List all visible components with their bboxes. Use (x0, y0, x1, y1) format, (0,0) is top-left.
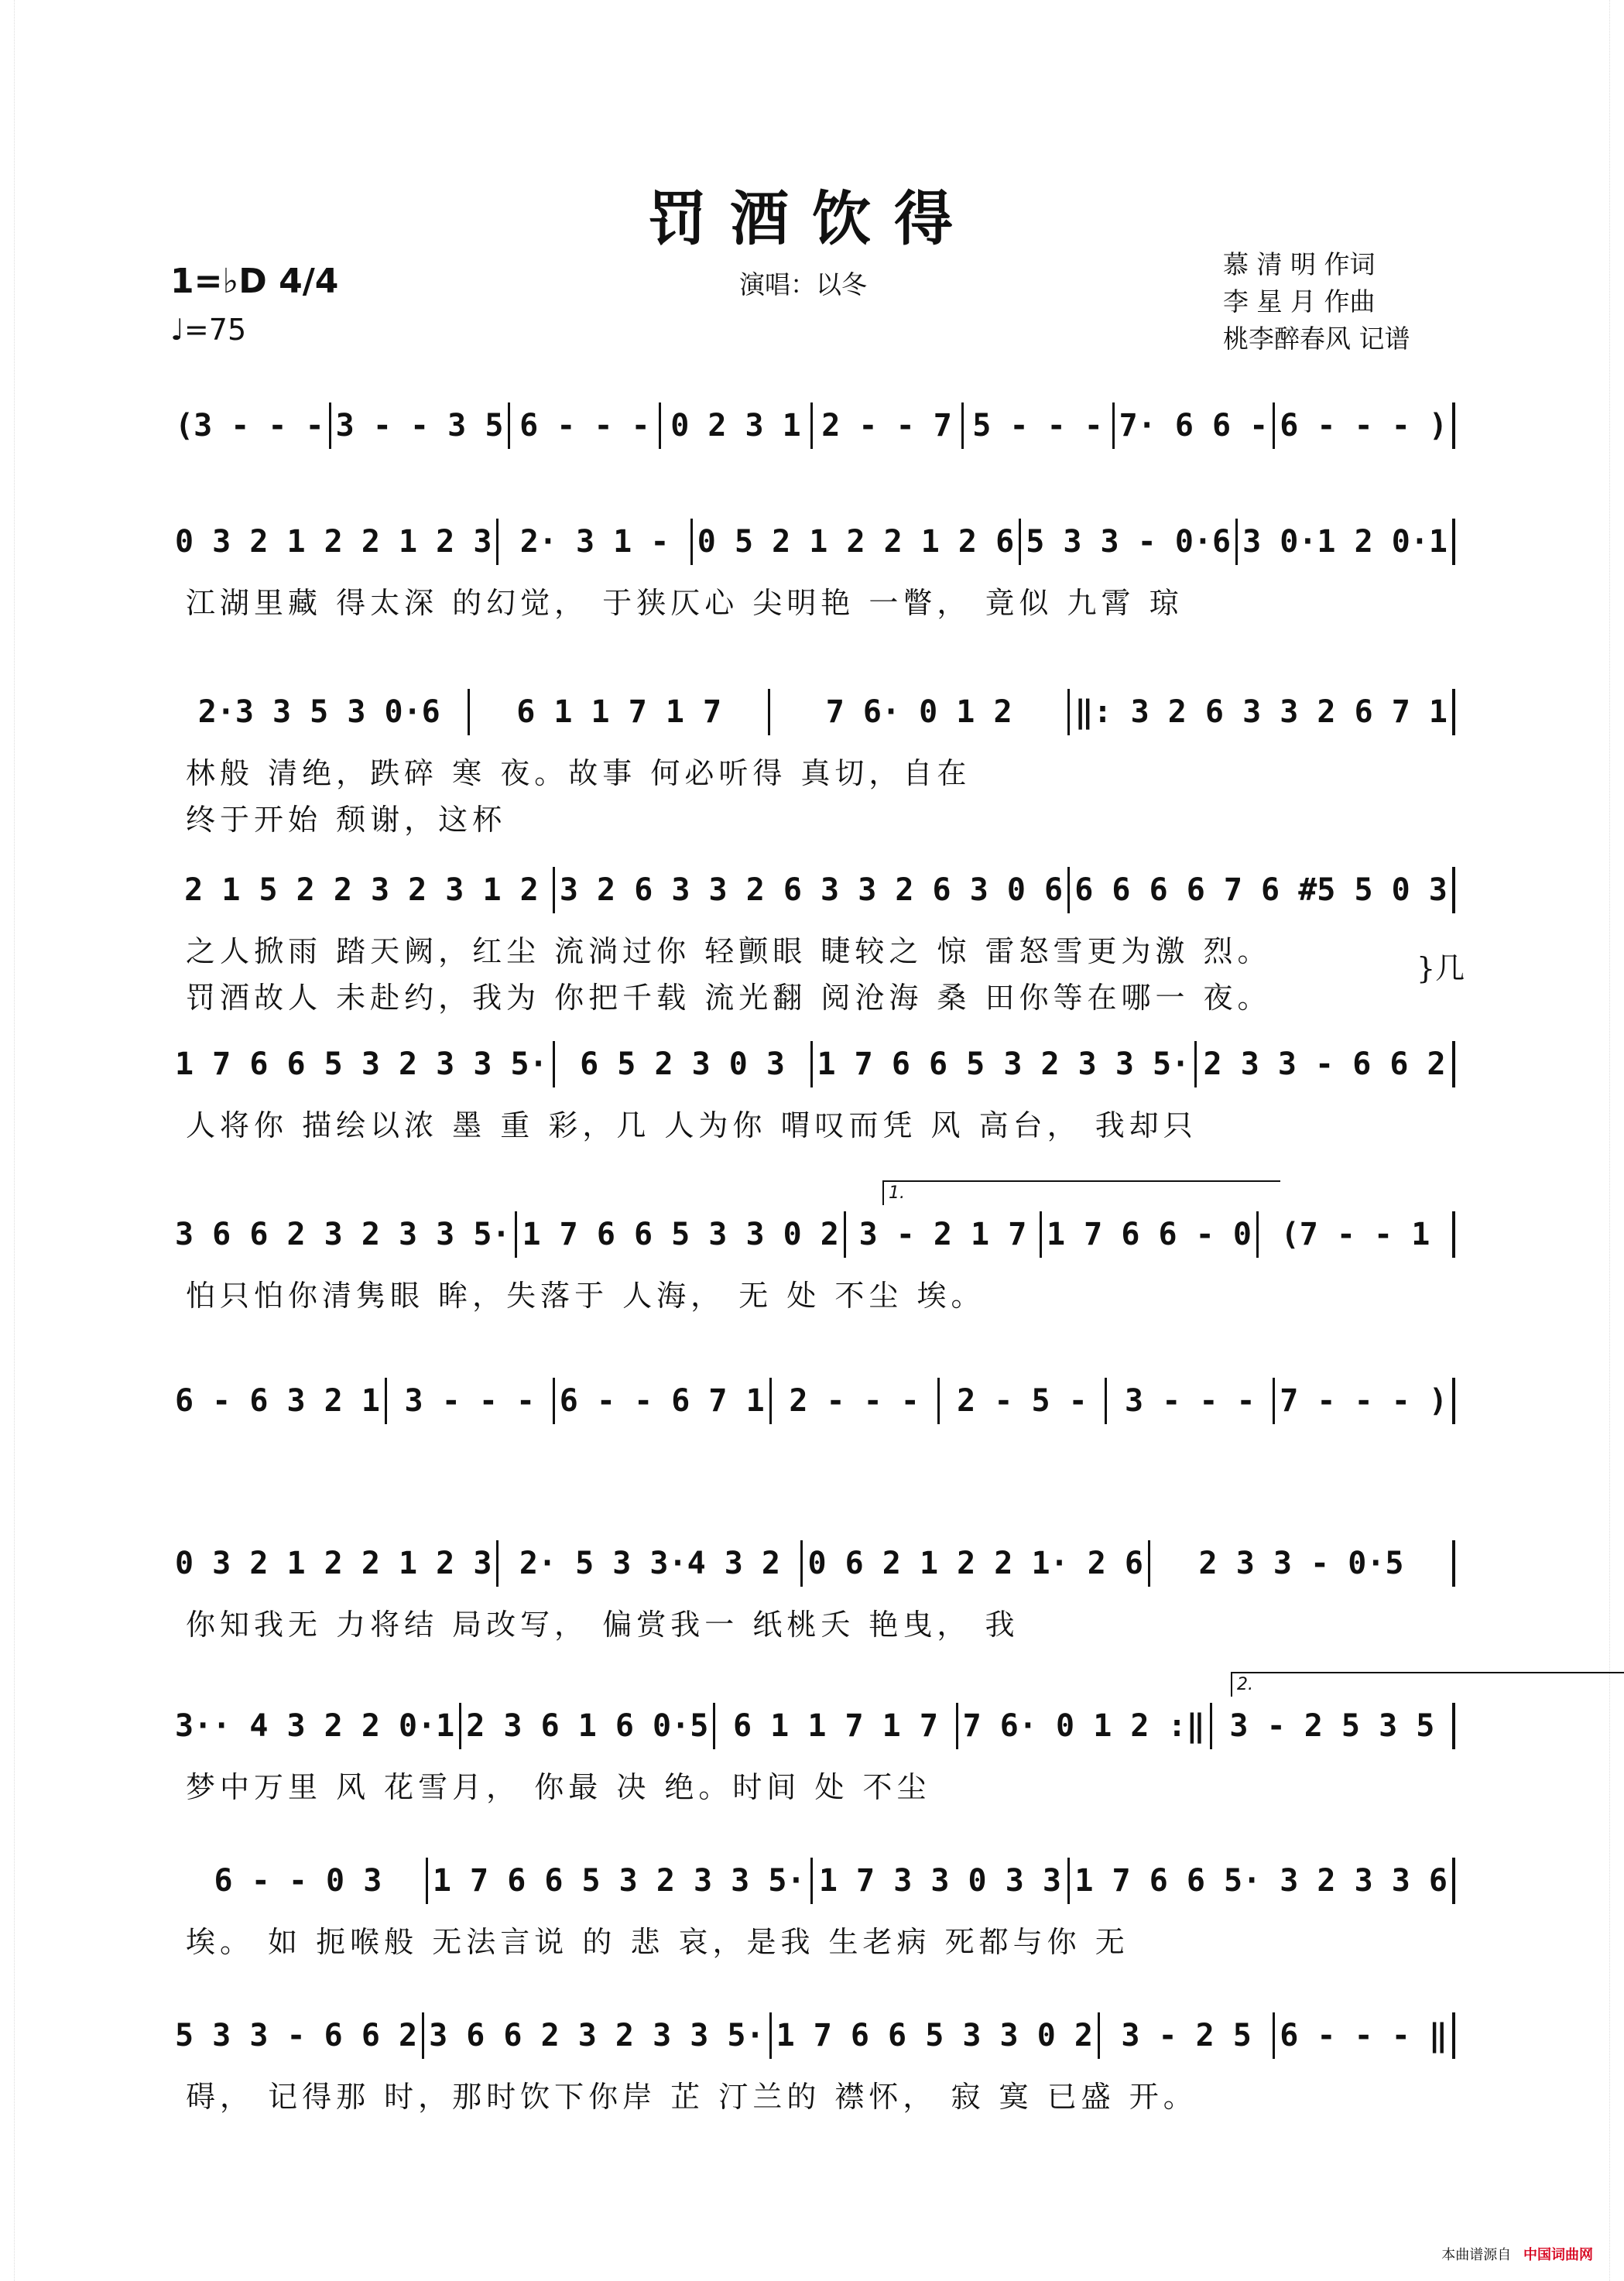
measure: 2· 3 1 - (499, 519, 692, 565)
measure: 2 - - - (772, 1378, 940, 1424)
measure: 2 - 5 - (940, 1378, 1108, 1424)
left-margin-strip (3, 0, 15, 2281)
footer-brand-logo: 中国词曲网 (1523, 2247, 1593, 2263)
notation-row (170, 1858, 1455, 1904)
lyric-line: 你知我无 力将结 局改写， 偏赏我一 纸桃夭 艳曳， 我 (186, 1608, 1019, 1642)
credits-block (1223, 246, 1410, 358)
lyric-line: 碍， 记得那 时，那时饮下你岸 芷 汀兰的 襟怀， 寂 寞 已盛 开。 (186, 2080, 1197, 2114)
notation-row (170, 1041, 1455, 1087)
measure: 6 - - - ‖ (1275, 2012, 1455, 2059)
measure: 1 7 6 6 5 3 2 3 3 5· (813, 1041, 1197, 1087)
measure: 3 - 2 5 3 5 (1212, 1703, 1455, 1749)
lyric-line: 人将你 描绘以浓 墨 重 彩，几 人为你 喟叹而凭 风 高台， 我却只 (186, 1108, 1197, 1142)
measure: 1 7 6 6 5· 3 2 3 3 6 (1070, 1858, 1455, 1904)
notation-row (170, 2012, 1455, 2059)
measure: 3 6 6 2 3 2 3 3 5· (424, 2012, 771, 2059)
measure: 3·· 4 3 2 2 0·1 (170, 1703, 461, 1749)
volta-bracket: 2. (1231, 1672, 1624, 1697)
score-title: 罚酒饮得 (648, 184, 976, 253)
measure: 6 1 1 7 1 7 (470, 689, 769, 735)
footer-source: 本曲谱源自 (1441, 2247, 1512, 2263)
lyric-line: 罚酒故人 未赴约，我为 你把千载 流光翻 阅沧海 桑 田你等在哪一 夜。 (186, 981, 1272, 1015)
measure: (3 - - - (170, 402, 331, 449)
measure: 0 5 2 1 2 2 1 2 6 (693, 519, 1021, 565)
lyric-line: 梦中万里 风 花雪月， 你最 决 绝。时间 处 不尘 (186, 1770, 931, 1804)
measure: 3 - - - (387, 1378, 555, 1424)
measure: 3 - - 3 5 (331, 402, 511, 449)
measure: 1 7 6 6 5 3 2 3 3 5· (428, 1858, 813, 1904)
measure: 3 6 6 2 3 2 3 3 5· (170, 1211, 517, 1258)
measure: 2 3 3 - 0·5 (1150, 1540, 1455, 1587)
measure: 7 6· 0 1 2 :‖ (958, 1703, 1212, 1749)
lyric-line: 怕只怕你清隽眼 眸，失落于 人海， 无 处 不尘 埃。 (186, 1279, 985, 1313)
measure: 1 7 6 6 - 0 (1042, 1211, 1259, 1258)
measure: 7 - - - ) (1275, 1378, 1455, 1424)
notation-row (170, 1378, 1455, 1424)
measure: 6 - - - (510, 402, 661, 449)
notation-row (170, 519, 1455, 565)
measure: 5 3 3 - 6 6 2 (170, 2012, 424, 2059)
side-note: }几 (1417, 951, 1465, 985)
measure: 2 3 6 1 6 0·5 (461, 1703, 715, 1749)
right-margin-strip (1609, 0, 1621, 2281)
measure: (7 - - 1 (1259, 1211, 1455, 1258)
measure: 7· 6 6 - (1115, 402, 1276, 449)
measure: 6 6 6 6 7 6 #5 5 0 3 (1070, 867, 1455, 913)
key-signature: 1=♭D 4/4 (170, 262, 339, 301)
volta-bracket: 1. (882, 1180, 1280, 1205)
measure: 0 6 2 1 2 2 1· 2 6 (803, 1540, 1149, 1587)
measure: 5 - - - (964, 402, 1115, 449)
measure: 6 - - 0 3 (170, 1858, 428, 1904)
measure: 1 7 3 3 0 3 3 (813, 1858, 1071, 1904)
measure: 2 - - 7 (813, 402, 964, 449)
measure: ‖: 3 2 6 3 3 2 6 7 1 (1070, 689, 1455, 735)
measure: 3 2 6 3 3 2 6 3 3 2 6 3 0 6 (555, 867, 1070, 913)
measure: 2 1 5 2 2 3 2 3 1 2 (170, 867, 555, 913)
measure: 6 - - 6 7 1 (555, 1378, 772, 1424)
measure: 0 2 3 1 (661, 402, 812, 449)
notation-row (170, 1211, 1455, 1258)
measure: 0 3 2 1 2 2 1 2 3 (170, 519, 499, 565)
notation-row (170, 689, 1455, 735)
tempo-marking: ♩=75 (170, 313, 247, 347)
notation-row (170, 1540, 1455, 1587)
measure: 6 1 1 7 1 7 (715, 1703, 958, 1749)
footer (1441, 2244, 1593, 2264)
measure: 1 7 6 6 5 3 3 0 2 (517, 1211, 845, 1258)
measure: 6 - 6 3 2 1 (170, 1378, 387, 1424)
transcriber-credit: 桃李醉春风 记谱 (1223, 324, 1410, 354)
notation-row (170, 867, 1455, 913)
measure: 2·3 3 5 3 0·6 (170, 689, 470, 735)
measure: 3 - 2 1 7 (846, 1211, 1042, 1258)
measure: 3 - 2 5 (1100, 2012, 1275, 2059)
measure: 3 0·1 2 0·1 (1238, 519, 1455, 565)
lyricist-credit: 慕 清 明 作词 (1223, 249, 1376, 279)
measure: 0 3 2 1 2 2 1 2 3 (170, 1540, 499, 1587)
measure: 6 - - - ) (1275, 402, 1455, 449)
notation-row (170, 1703, 1455, 1749)
measure: 3 - - - (1107, 1378, 1275, 1424)
measure: 5 3 3 - 0·6 (1021, 519, 1238, 565)
notation-row (170, 402, 1455, 449)
lyric-line: 江湖里藏 得太深 的幻觉， 于狭仄心 尖明艳 一瞥， 竟似 九霄 琼 (186, 586, 1184, 620)
measure: 1 7 6 6 5 3 3 0 2 (772, 2012, 1100, 2059)
lyric-line: 之人掀雨 踏天阙，红尘 流淌过你 轻颤眼 睫较之 惊 雷怒雪更为激 烈。 (186, 934, 1272, 968)
measure: 2· 5 3 3·4 3 2 (499, 1540, 803, 1587)
composer-credit: 李 星 月 作曲 (1223, 286, 1376, 317)
lyric-line: 终于开始 颓谢，这杯 (186, 803, 507, 837)
measure: 1 7 6 6 5 3 2 3 3 5· (170, 1041, 555, 1087)
lyric-line: 埃。 如 扼喉般 无法言说 的 悲 哀，是我 生老病 死都与你 无 (186, 1925, 1129, 1959)
measure: 6 5 2 3 0 3 (555, 1041, 813, 1087)
measure: 2 3 3 - 6 6 2 (1197, 1041, 1455, 1087)
singer-credit: 演唱：以冬 (739, 269, 867, 300)
lyric-line: 林般 清绝，跌碎 寒 夜。故事 何必听得 真切，自在 (186, 756, 971, 790)
measure: 7 6· 0 1 2 (770, 689, 1070, 735)
